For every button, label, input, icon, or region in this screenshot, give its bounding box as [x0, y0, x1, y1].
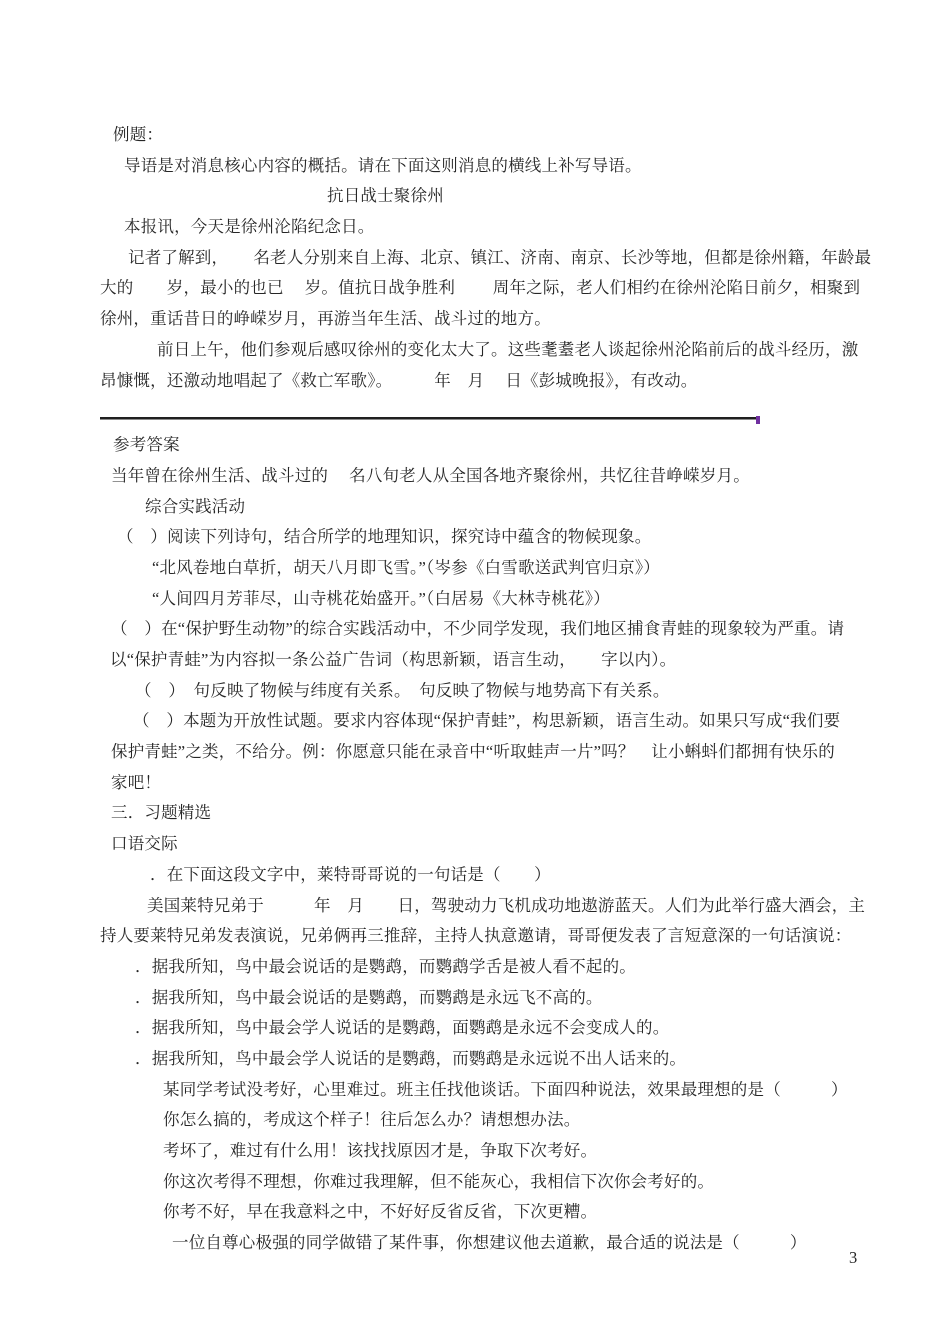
text-line-29: ．据我所知，鸟中最会说话的是鹦鹉，而鹦鹉是永远飞不高的。	[135, 987, 603, 1007]
section-divider-rule	[100, 417, 758, 420]
text-line-26: 美国莱特兄弟于 年 月 日，驾驶动力飞机成功地遨游蓝天。人们为此举行盛大酒会，主	[147, 895, 866, 915]
text-line-34: 考坏了，难过有什么用！该找找原因才是，争取下次考好。	[163, 1141, 598, 1160]
text-line-30: ．据我所知，鸟中最会学人说话的是鹦鹉，面鹦鹉是永远不会变成人的。	[135, 1018, 670, 1038]
text-line-28: ．据我所知，鸟中最会说话的是鹦鹉，而鹦鹉学舌是被人看不起的。	[135, 956, 636, 976]
text-line-7: 徐州，重话昔日的峥嵘岁月，再游当年生活、战斗过的地方。	[100, 309, 551, 329]
news-title-line: 抗日战士聚徐州	[327, 186, 444, 206]
text-line-6: 大的 岁，最小的也已 岁。值抗日战争胜利 周年之际，老人们相约在徐州沦陷日前夕，相聚到	[100, 278, 861, 298]
text-line-8: 前日上午，他们参观后感叹徐州的变化太大了。这些耄耋老人谈起徐州沦陷前后的战斗经历，激	[157, 339, 859, 359]
text-line-22: 家吧！	[111, 772, 162, 792]
text-line-9: 昂慷慨，还激动地唱起了《救亡军歌》。 年 月 日《彭城晚报》，有改动。	[100, 370, 698, 390]
text-line-19: （ ） 句反映了物候与纬度有关系。 句反映了物候与地势高下有关系。	[135, 680, 670, 700]
text-line-20: （ ）本题为开放性试题。要求内容体现“保护青蛙”，构思新颖，语言生动。如果只写成“我们要	[133, 711, 841, 731]
text-line-11: 参考答案	[113, 435, 180, 455]
text-line-37: 一位自尊心极强的同学做错了某件事，你想建议他去道歉，最合适的说法是（ ）	[172, 1233, 807, 1253]
text-line-35: 你这次考得不理想，你难过我理解，但不能灰心，我相信下次你会考好的。	[163, 1171, 715, 1191]
text-line-23: 三．习题精选	[111, 803, 212, 823]
text-line-12: 当年曾在徐州生活、战斗过的 名八旬老人从全国各地齐聚徐州，共忆往昔峥嵘岁月。	[111, 465, 750, 485]
text-line-15: “北风卷地白草折，胡天八月即飞雪。”（岑参《白雪歌送武判官归京》）	[152, 557, 660, 577]
text-line-24: 口语交际	[111, 834, 178, 854]
text-line-18: 以“保护青蛙”为内容拟一条公益广告词（构思新颖，语言生动， 字以内）。	[110, 650, 677, 669]
text-line-1: 例题：	[113, 125, 164, 144]
text-line-2: 导语是对消息核心内容的概括。请在下面这则消息的横线上补写导语。	[124, 155, 642, 175]
section-divider-row	[0, 396, 950, 430]
text-line-36: 你考不好，早在我意料之中，不好好反省反省，下次更糟。	[163, 1202, 598, 1222]
rule-end-cap	[756, 416, 760, 424]
text-line-14: （ ）阅读下列诗句，结合所学的地理知识，探究诗中蕴含的物候现象。	[117, 527, 652, 547]
text-line-21: 保护青蛙”之类，不给分。例：你愿意只能在录音中“听取蛙声一片”吗？ 让小蝌蚪们都拥有快乐的	[111, 742, 835, 762]
text-line-5: 记者了解到， 名老人分别来自上海、北京、镇江、济南、南京、长沙等地，但都是徐州籍，年龄最	[128, 247, 872, 267]
text-line-33: 你怎么搞的，考成这个样子！往后怎么办？请想想办法。	[163, 1110, 581, 1130]
text-line-4: 本报讯，今天是徐州沦陷纪念日。	[124, 217, 375, 237]
text-line-27: 持人要莱特兄弟发表演说，兄弟俩再三推辞，主持人执意邀请，哥哥便发表了言短意深的一句话演说：	[100, 926, 852, 946]
text-line-32: 某同学考试没考好，心里难过。班主任找他谈话。下面四种说法，效果最理想的是（ ）	[163, 1079, 848, 1099]
page-number: 3	[849, 1248, 858, 1267]
text-line-16: “人间四月芳菲尽，山寺桃花始盛开。”（白居易《大林寺桃花》）	[152, 588, 610, 608]
text-line-17: （ ）在“保护野生动物”的综合实践活动中，不少同学发现，我们地区捕食青蛙的现象较为严重。请	[111, 619, 845, 639]
document-body	[0, 120, 950, 1259]
text-line-31: ．据我所知，鸟中最会学人说话的是鹦鹉，而鹦鹉是永远说不出人话来的。	[135, 1048, 687, 1068]
text-line-25: ．在下面这段文字中，莱特哥哥说的一句话是（ ）	[150, 864, 551, 884]
text-line-13: 综合实践活动	[145, 496, 246, 516]
